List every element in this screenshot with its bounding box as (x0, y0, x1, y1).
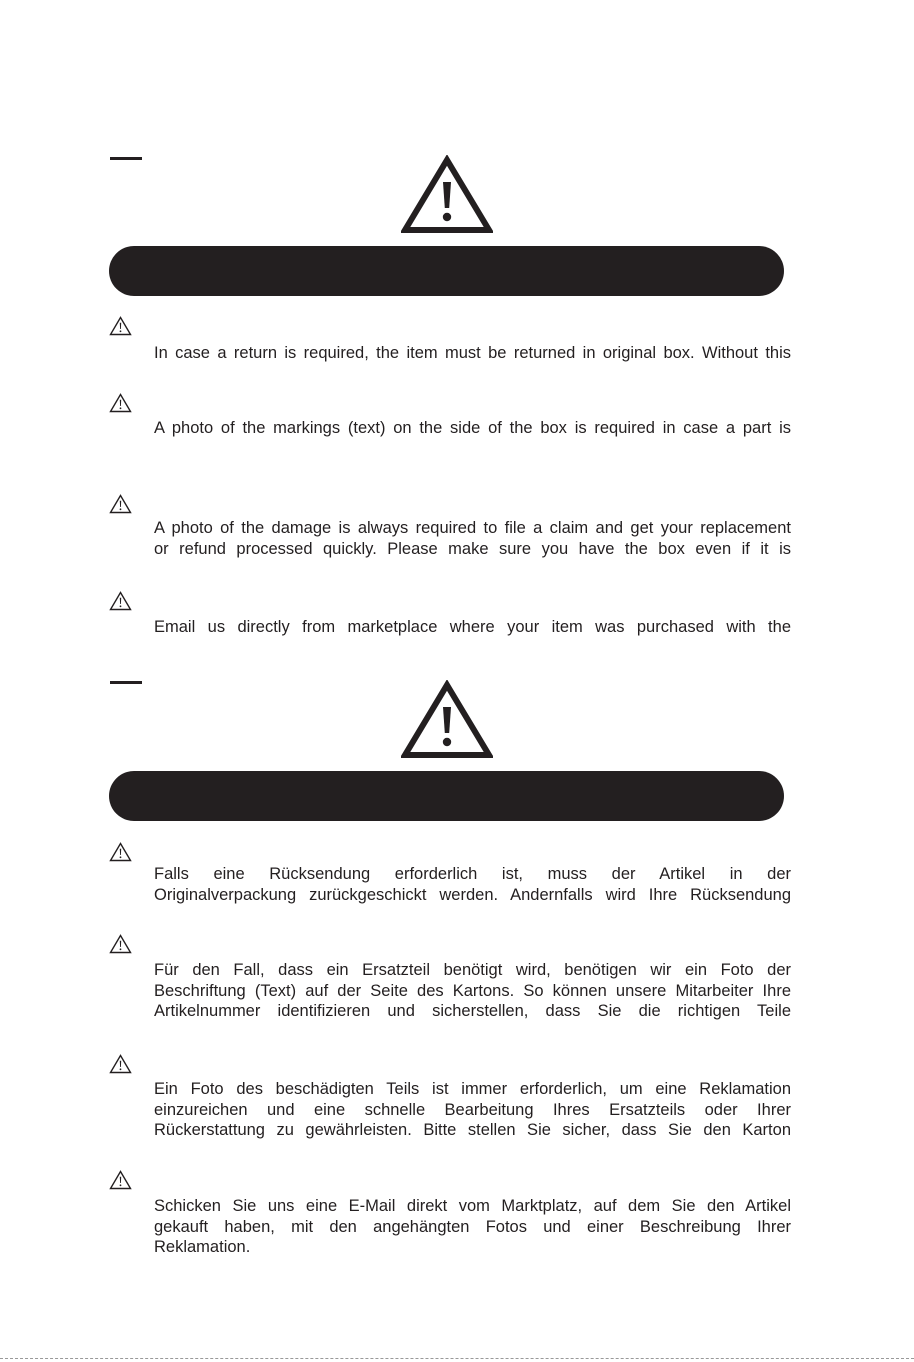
warning-triangle-small-icon (109, 842, 132, 862)
warning-triangle-icon (401, 155, 493, 235)
page-cut-line (0, 1358, 914, 1359)
email-de-paragraph (154, 1196, 791, 1258)
paragraph-line: Ein Foto des beschädigten Teils ist immer erforderlich, um eine Reklamation (154, 1080, 791, 1098)
paragraph-line: or refund processed quickly. Please make sure you have the box even if it is (154, 539, 791, 558)
warning-triangle-small-icon (109, 591, 132, 611)
box-markings-paragraph (154, 418, 791, 439)
paragraph-line: A photo of the markings (text) on the side of the box is required in case a part is (154, 419, 791, 437)
paragraph-line: A photo of the damage is always required to file a claim and get your replacement (154, 519, 791, 537)
warning-triangle-icon (401, 680, 493, 760)
rueckversand-paragraph (154, 864, 791, 905)
paragraph-line: Rückerstattung zu gewährleisten. Bitte stellen Sie sicher, dass Sie den Karton (154, 1121, 791, 1139)
paragraph-line: Artikelnummer identifizieren und sicherstellen, dass Sie die richtigen Teile (154, 1002, 791, 1020)
warning-triangle-small-icon (109, 494, 132, 514)
warning-triangle-small-icon (109, 934, 132, 954)
section-banner (109, 771, 784, 821)
section-banner (109, 246, 784, 296)
warning-triangle-small-icon (109, 316, 132, 336)
paragraph-line: In case a return is required, the item must be returned in original box. Without this (154, 344, 791, 362)
paragraph-line: gekauft haben, mit den angehängten Fotos und einer Beschreibung Ihrer (154, 1217, 791, 1236)
paragraph-line: Reklamation. (154, 1238, 251, 1256)
paragraph-line: Für den Fall, dass ein Ersatzteil benötigt wird, benötigen wir ein Foto der (154, 961, 791, 979)
return-box-paragraph (154, 343, 791, 364)
paragraph-line: Email us directly from marketplace where your item was purchased with the (154, 618, 791, 636)
paragraph-line: Beschriftung (Text) auf der Seite des Kartons. So können unsere Mitarbeiter Ihre (154, 981, 791, 1000)
section-rule (110, 681, 142, 684)
ersatzteil-paragraph (154, 960, 791, 1022)
schaden-foto-paragraph (154, 1079, 791, 1141)
warning-triangle-small-icon (109, 1170, 132, 1190)
paragraph-line: Falls eine Rücksendung erforderlich ist, muss der Artikel in der (154, 865, 791, 883)
email-paragraph (154, 617, 791, 638)
paragraph-line: einzureichen und eine schnelle Bearbeitung Ihres Ersatzteils oder Ihrer (154, 1100, 791, 1119)
damage-photo-paragraph (154, 518, 791, 559)
warning-triangle-small-icon (109, 1054, 132, 1074)
paragraph-line: Originalverpackung zurückgeschickt werden. Andernfalls wird Ihre Rücksendung (154, 885, 791, 904)
paragraph-line: Schicken Sie uns eine E-Mail direkt vom Marktplatz, auf dem Sie den Artikel (154, 1197, 791, 1215)
section-rule (110, 157, 142, 160)
warning-triangle-small-icon (109, 393, 132, 413)
